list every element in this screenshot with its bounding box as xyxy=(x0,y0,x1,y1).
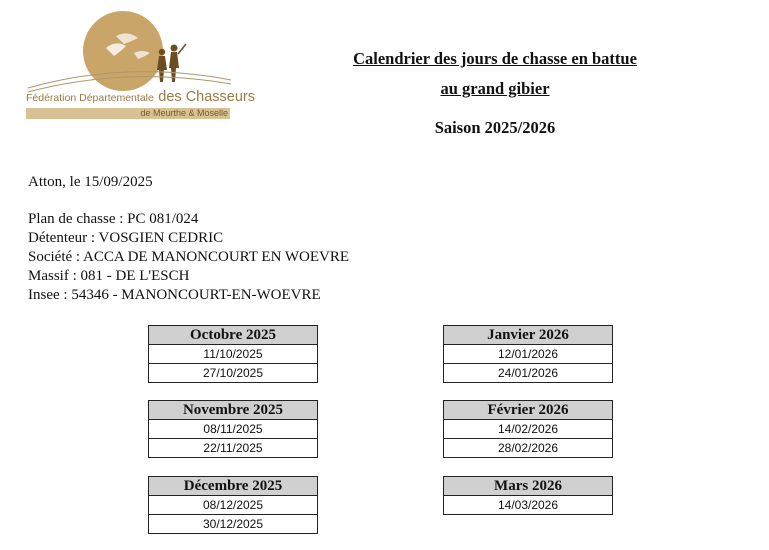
logo-title xyxy=(26,88,255,106)
document-subtitle: au grand gibier xyxy=(440,79,550,98)
place-date: Atton, le 15/09/2025 xyxy=(28,174,153,190)
date-cell: 08/11/2025 xyxy=(149,420,317,439)
date-cell: 22/11/2025 xyxy=(203,441,263,455)
logo-title-small: Fédération Départementale xyxy=(26,92,154,104)
date-cell: 14/03/2026 xyxy=(497,498,559,512)
detenteur: Détenteur : VOSGIEN CEDRIC xyxy=(28,230,224,246)
month-header: Novembre 2025 xyxy=(149,401,317,420)
logo-title-big: des Chasseurs xyxy=(158,89,255,105)
date-cell: 24/01/2026 xyxy=(497,366,559,380)
season-label: Saison 2025/2026 xyxy=(434,118,556,137)
date-cell: 28/02/2026 xyxy=(497,441,559,455)
date-cell: 27/10/2025 xyxy=(202,366,264,380)
month-header: Décembre 2025 xyxy=(149,477,317,496)
date-cell: 14/02/2026 xyxy=(444,420,612,439)
massif: Massif : 081 - DE L'ESCH xyxy=(28,268,190,284)
month-header: Octobre 2025 xyxy=(149,326,317,345)
logo-subtitle: de Meurthe & Moselle xyxy=(140,108,228,118)
month-table-fevrier xyxy=(443,400,613,458)
date-cell: 11/10/2025 xyxy=(149,345,317,364)
federation-logo xyxy=(26,8,255,123)
month-table-novembre xyxy=(148,400,318,458)
document-title: Calendrier des jours de chasse en battue xyxy=(353,49,637,68)
plan-de-chasse: Plan de chasse : PC 081/024 xyxy=(28,211,199,227)
date-cell: 30/12/2025 xyxy=(202,517,264,531)
month-header: Février 2026 xyxy=(444,401,612,420)
date-cell: 08/12/2025 xyxy=(149,496,317,515)
month-header: Janvier 2026 xyxy=(444,326,612,345)
month-header: Mars 2026 xyxy=(444,477,612,496)
societe: Société : ACCA DE MANONCOURT EN WOEVRE xyxy=(28,249,350,265)
month-table-janvier xyxy=(443,325,613,383)
month-table-mars xyxy=(443,476,613,515)
month-table-octobre xyxy=(148,325,318,383)
date-cell: 12/01/2026 xyxy=(444,345,612,364)
insee: Insee : 54346 - MANONCOURT-EN-WOEVRE xyxy=(28,287,321,303)
month-table-decembre xyxy=(148,476,318,534)
